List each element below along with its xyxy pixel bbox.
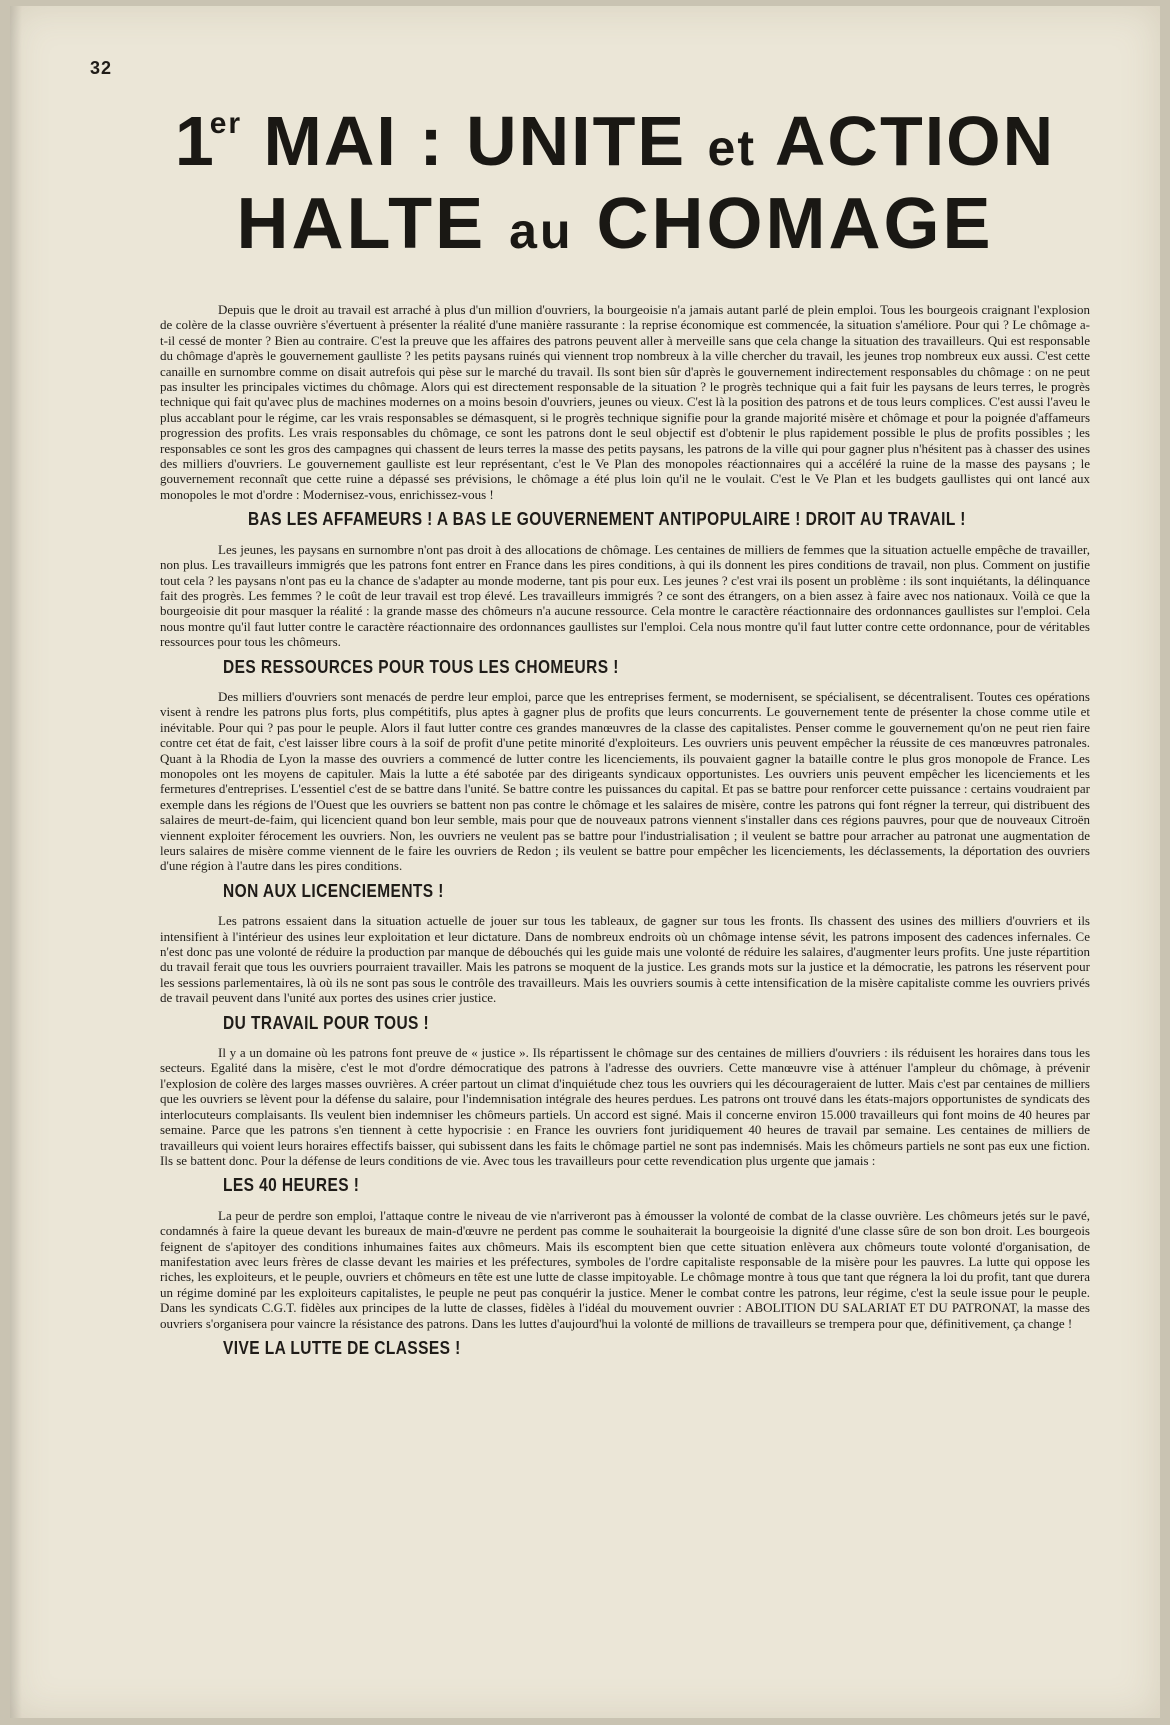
article-body [160, 302, 1090, 1370]
section-heading: BAS LES AFFAMEURS ! A BAS LE GOUVERNEMENT ANTIPOPULAIRE ! DROIT AU TRAVAIL ! [248, 509, 966, 530]
headline-et: et [707, 120, 756, 176]
page-number: 32 [90, 58, 113, 78]
page-fold-shadow [10, 6, 22, 1718]
newspaper-page [10, 6, 1160, 1718]
headline-chomage: CHOMAGE [573, 184, 994, 264]
headline-action: ACTION [756, 102, 1056, 180]
section-heading: DES RESSOURCES POUR TOUS LES CHOMEURS ! [223, 656, 619, 677]
section-heading: DU TRAVAIL POUR TOUS ! [223, 1012, 430, 1033]
article-paragraph: Des milliers d'ouvriers sont menacés de perdre leur emploi, parce que les entreprises ferment, se modernisent, se spécialisent, se décentralisent. Toutes ces opérations visent à rendre les patrons plus forts, plus compétitifs, plus aptes à gagner plus de profits que leurs concurrents. Le gouvernement tente de présenter la chose comme utile et inévitable. Pour qui ? pas pour le peuple. Alors il faut lutter contre ces grandes manœuvres de la classe des capitalistes. Penser comme le gouvernement qu'on ne peut rien faire contre cet état de fait, c'est laisser libre cours à la soif de profit d'une petite minorité d'exploiteurs. Les ouvriers unis peuvent empêcher la réussite de ces manœuvres patronales. Quant à la Rhodia de Lyon la masse des ouvriers a commencé de lutter contre les licenciements, ils pouvaient gagner la bataille contre le plus gros monopole de France. Les monopoles ont les moyens de capituler. Mais la lutte a été sabotée par des dirigeants syndicaux opportunistes. Les ouvriers unis peuvent empêcher les licenciements et les fermetures d'entreprises. L'essentiel c'est de se battre dans l'unité. Se battre contre les puissances du capital. Et pas se battre pour renforcer cette puissance : certains voudraient par exemple dans les régions de l'Ouest que les ouvriers se battent non pas contre le chômage et les salaires de misère, contre les patrons qui font régner la terreur, qui distribuent des salaires de meurt-de-faim, qui licencient quand bon leur semble, mais pour que de nouveaux patrons viennent s'installer dans ces régions pauvres, pour que de nouveaux Citroën viennent exploiter férocement les ouvriers. Non, les ouvriers ne veulent pas se battre pour l'industrialisation ; il veulent se battre pour arracher au patronat une augmentation de leurs salaires de misère comme viennent de le faire les ouvriers de Redon ; ils veulent se battre pour empêcher les licenciements, les déclassements, la déportation des ouvriers d'une région à l'autre dans les pires conditions. [160, 688, 1090, 874]
headline-superscript: er [209, 107, 243, 140]
article-paragraph: Les patrons essaient dans la situation actuelle de jouer sur tous les tableaux, de gagner sur tous les fronts. Ils chassent des usines des milliers d'ouvriers et ils intensifient à l'intérieur des usines leur exploitation et leur dictature. Dans de nombreux endroits où un chômage intense sévit, les patrons imposent des cadences infernales. Ce n'est donc pas une volonté de réduire la production par manque de débouchés qui les guide mais une volonté de réduire les salaires, d'augmenter leurs profits. Une juste répartition du travail ferait que tous les ouvriers pourraient travailler. Mais les patrons se moquent de la justice. Les grands mots sur la justice et la démocratie, les patrons les réservent pour les sessions parlementaires, là où ils ne sont pas sous le contrôle des travailleurs. Mais les ouvriers soumis à cette intensification de la misère capitaliste comme les ouvriers privés de travail peuvent dans l'unité aux portes des usines crier justice. [160, 913, 1090, 1006]
headline-au: au [509, 203, 574, 259]
headline-main: MAI : UNITE [242, 102, 708, 180]
section-heading: LES 40 HEURES ! [223, 1175, 360, 1196]
article-paragraph: Depuis que le droit au travail est arraché à plus d'un million d'ouvriers, la bourgeoisie n'a jamais autant parlé de plein emploi. Tous les bourgeois craignant l'explosion de colère de la classe ouvrière s'évertuent à présenter la réalité d'une manière rassurante : la reprise économique est commencée, la situation s'améliore. Pour qui ? Le chômage a-t-il cessé de monter ? Bien au contraire. C'est la preuve que les affaires des patrons peuvent aller à merveille sans que cela change la situation des travailleurs. Qui est responsable du chômage d'après le gouvernement gaulliste ? les petits paysans ruinés qui viennent trop nombreux à la ville chercher du travail, les jeunes trop nombreux eux aussi. C'est cette canaille en surnombre comme on disait autrefois qui pèse sur le marché du travail. Ils sont bien sûr d'après le gouvernement indirectement responsables du chômage : on ne peut pas insulter les principales victimes du chômage. Alors qui est directement responsable de la situation ? le progrès technique qui a fait fuir les paysans de leurs terres, le progrès technique qui fait qu'avec plus de machines modernes on a moins besoin d'ouvriers, jeunes ou vieux. C'est là la position des patrons et de tous leurs complices. C'est aussi l'aveu le plus accablant pour le régime, car les vrais responsables se démasquent, si le progrès technique signifie pour la grande majorité misère et chômage et pour la poignée d'affameurs progression des profits. Les vrais responsables du chômage, ce sont les patrons dont le seul objectif est d'obtenir le plus rapidement possible le plus de profits possibles ; les responsables ce sont les gros des campagnes qui chassent de leurs terres la masse des petits paysans, les patrons de la ville qui pour gagner plus n'hésitent pas à chasser des usines des milliers d'ouvriers. Le gouvernement gaulliste est leur représentant, c'est le Ve Plan des monopoles réactionnaires qui a accéléré la ruine de la masse des paysans ; le gouvernement reconnaît que cette ruine a dépassé ses prévisions, le chômage a été plus loin qu'il ne le voulait. C'est le Ve Plan et les budgets gaullistes qui ont lancé aux monopoles le mot d'ordre : Modernisez-vous, enrichissez-vous ! [160, 302, 1090, 502]
headline-line-2 [90, 184, 1140, 264]
headline-halte: HALTE [236, 184, 510, 264]
article-paragraph: Il y a un domaine où les patrons font preuve de « justice ». Ils répartissent le chômage sur des centaines de milliers d'ouvriers : ils réduisent les horaires dans tous les secteurs. Egalité dans la misère, c'est le mot d'ordre démocratique des patrons à l'adresse des ouvriers. Cette manœuvre vise à atténuer l'ampleur du chômage, à prévenir l'explosion de colère des larges masses ouvrières. A créer partout un climat d'inquiétude chez tous les ouvriers qui les décourageraient de lutter. Mais c'est par centaines de milliers que les ouvriers se lèvent pour la défense du salaire, pour l'indemnisation intégrale des heures perdues. Les patrons ont trouvé dans les états-majors opportunistes de syndicats des interlocuteurs complaisants. Ils veulent bien indemniser les chômeurs partiels. Un accord est signé. Mais il concerne environ 15.000 travailleurs qui font moins de 40 heures par semaine. Parce que les patrons s'en tiennent à cette hypocrisie : en France les ouvriers font juridiquement 40 heures de travail par semaine. Les centaines de milliers de travailleurs qui voient leurs horaires effectifs baisser, qui subissent dans les faits le chômage partiel ne sont pas indemnisés. Mais les chômeurs partiels ne sont pas eux une fiction. Ils se battent donc. Pour la défense de leurs conditions de vie. Avec tous les travailleurs pour cette revendication plus urgente que jamais : [160, 1045, 1090, 1168]
article-paragraph: La peur de perdre son emploi, l'attaque contre le niveau de vie n'arriveront pas à émousser la volonté de combat de la classe ouvrière. Les chômeurs jetés sur le pavé, condamnés à faire la queue devant les bureaux de main-d'œuvre ne perdent pas comme le souhaiterait la bourgeoisie la dignité d'une classe sûre de son bon droit. Les bourgeois feignent de s'apitoyer des conditions inhumaines faites aux chômeurs. Mais ils escomptent bien que cette situation enlèvera aux chômeurs toute volonté d'organisation, de manifestation avec leurs frères de classe devant les mairies et les préfectures, symboles de l'ordre capitaliste responsable de la misère pour les pauvres. La lutte qui oppose les riches, les exploiteurs, et le peuple, ouvriers et chômeurs en tête est une lutte de classe impitoyable. Le chômage montre à tous que tant que régnera la loi du profit, tant que durera un régime dominé par les exploiteurs capitalistes, le peuple ne peut pas conquérir la justice. Mener le combat contre les patrons, leur régime, c'est la seule issue pour le peuple. Dans les syndicats C.G.T. fidèles aux principes de la lutte de classes, fidèles à l'idéal du mouvement ouvrier : ABOLITION DU SALARIAT ET DU PATRONAT, la masse des ouvriers s'organisera pour vaincre la résistance des patrons. Dans les luttes d'aujourd'hui la volonté de millions de travailleurs se trempera pour que, définitivement, ça change ! [160, 1207, 1090, 1331]
section-heading: NON AUX LICENCIEMENTS ! [223, 880, 444, 901]
headline [90, 102, 1140, 264]
article-paragraph: Les jeunes, les paysans en surnombre n'ont pas droit à des allocations de chômage. Les centaines de milliers de femmes que la situation actuelle empêche de travailler, non plus. Les travailleurs immigrés que les patrons font entrer en France dans les pires conditions, à qui ils donnent les pires conditions de travail, non plus. Comment on justifie tout cela ? les paysans n'ont pas eu la chance de s'adapter au monde moderne, tant pis pour eux. Les jeunes ? c'est vrai ils posent un problème : ils sont inquiétants, la délinquance fait des progrès. Les femmes ? le coût de leur travail est trop élevé. Les travailleurs immigrés ? ce sont des étrangers, on a bien assez à faire avec nos nationaux. Voilà ce que la bourgeoisie dit pour masquer la réalité : la grande masse des chômeurs n'a aucune ressource. Cela montre le caractère réactionnaire des ordonnances gaullistes sur l'emploi. Cela nous montre qu'il faut lutter contre le caractère réactionnaire des ordonnances gaullistes sur l'emploi. Cela nous montre qu'il faut lutter contre cette ordonnance, pour de véritables ressources pour tous les chômeurs. [160, 541, 1090, 650]
headline-line-1 [90, 102, 1140, 180]
headline-number: 1 [174, 102, 216, 180]
section-heading: VIVE LA LUTTE DE CLASSES ! [223, 1337, 461, 1358]
